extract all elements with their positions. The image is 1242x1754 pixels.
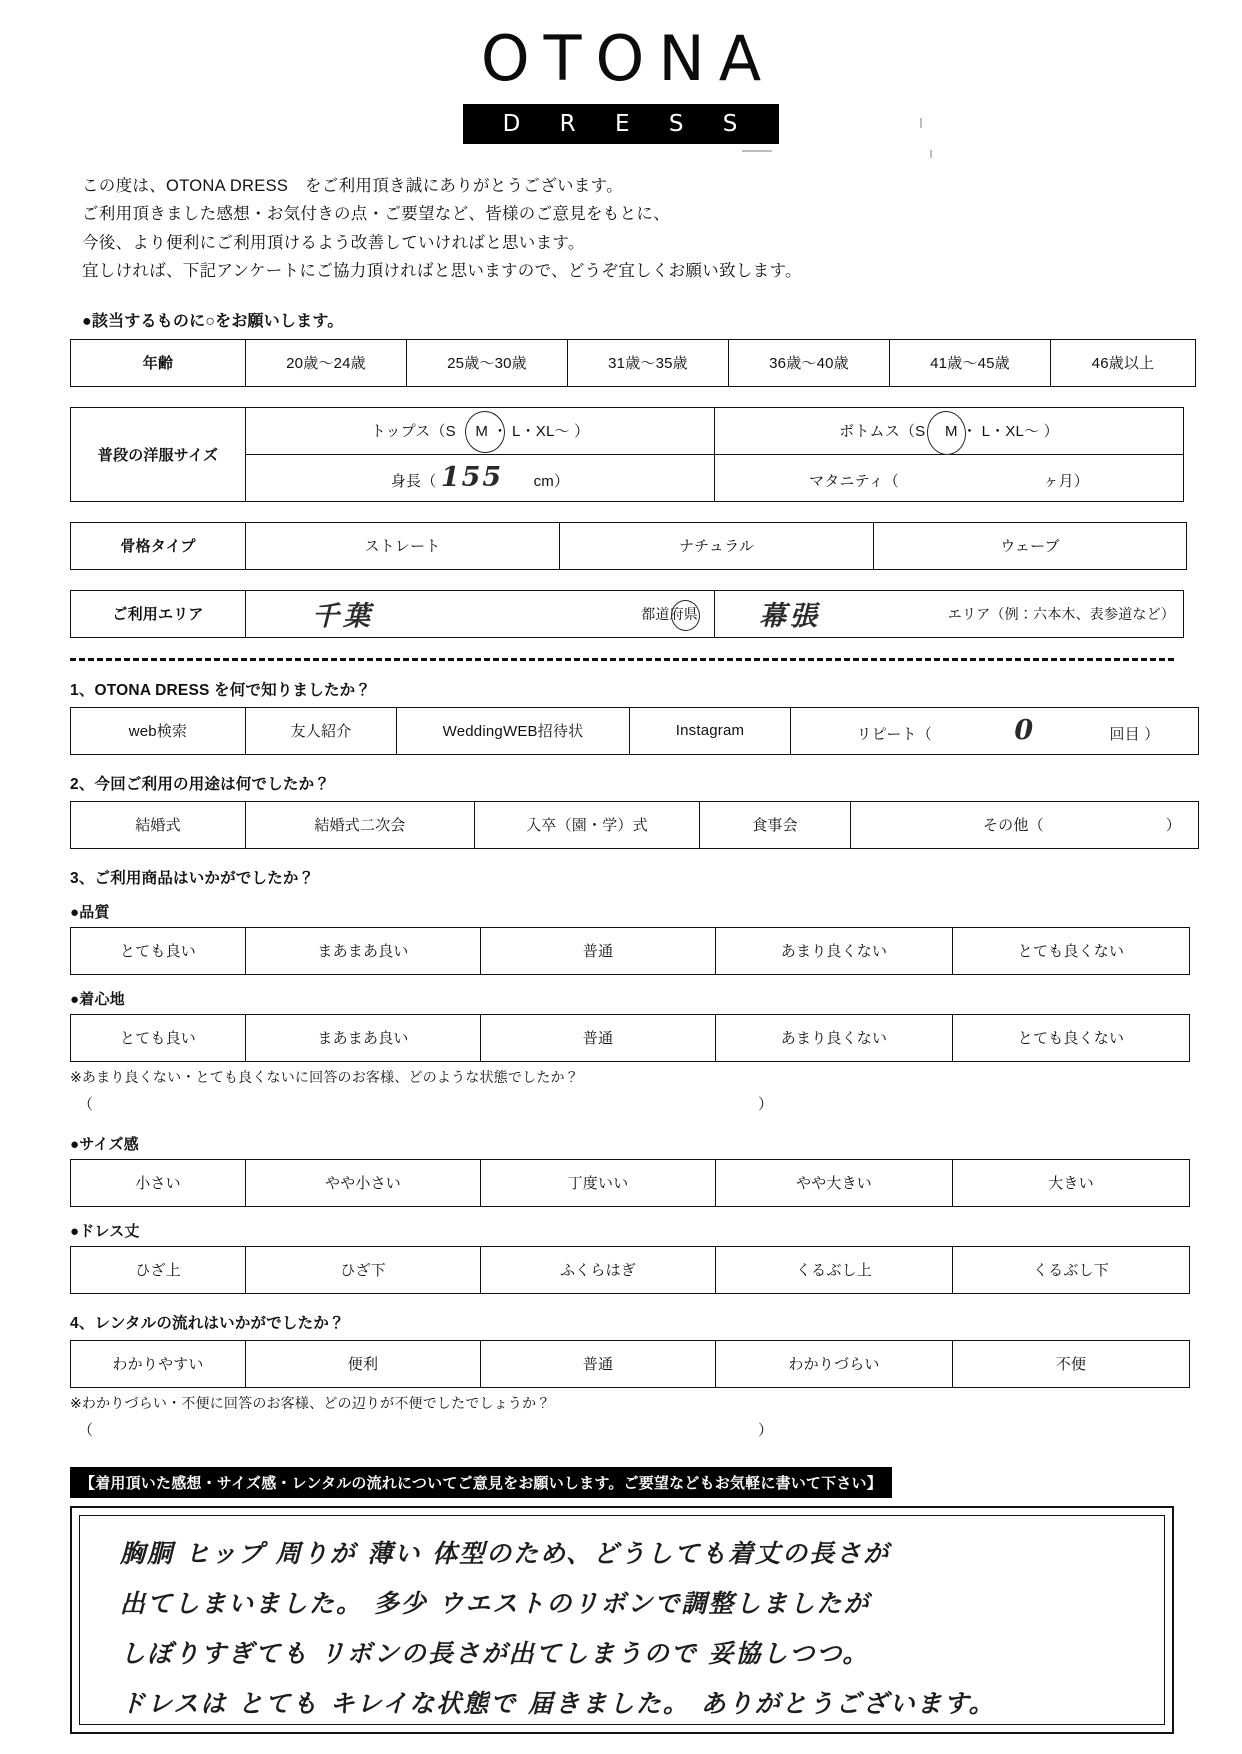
q3-quality-head: ●品質	[70, 903, 110, 921]
q1-repeat-value: 0	[1014, 715, 1036, 746]
comment-banner: 【着用頂いた感想・サイズ感・レンタルの流れについてご意見をお願いします。ご要望などもお気軽に書いて下さい】	[70, 1467, 892, 1498]
age-option-5[interactable]: 46歳以上	[1051, 339, 1196, 386]
q3-length-head: ●ドレス丈	[70, 1222, 140, 1240]
height-label: 身長（	[390, 473, 437, 490]
q4-open-paren: （	[78, 1421, 94, 1439]
maternity-label: マタニティ（	[809, 473, 900, 490]
q2-option-0[interactable]: 結婚式	[71, 801, 246, 848]
scan-speck	[930, 150, 932, 158]
area-hint: エリア（例：六本木、表参道など）	[947, 605, 1175, 622]
q2-option-3[interactable]: 食事会	[700, 801, 851, 848]
prefecture-cell[interactable]	[246, 590, 715, 637]
q2-title: 2、今回ご利用の用途は何でしたか？	[70, 775, 331, 793]
frame-option-2[interactable]: ウェーブ	[874, 522, 1187, 569]
length-option-4[interactable]: くるぶし下	[953, 1246, 1190, 1293]
age-option-0[interactable]: 20歳～24歳	[246, 339, 407, 386]
q1-repeat-cell[interactable]	[791, 707, 1199, 754]
age-table	[70, 339, 1196, 387]
scan-speck	[920, 118, 922, 128]
comfort-option-3[interactable]: あまり良くない	[716, 1014, 953, 1061]
table-row	[71, 707, 1199, 754]
intro-line-2: ご利用頂きました感想・お気付きの点・ご要望など、皆様のご意見をもとに、	[82, 205, 670, 224]
length-option-0[interactable]: ひざ上	[71, 1246, 246, 1293]
fit-option-4[interactable]: 大きい	[953, 1159, 1190, 1206]
bottoms-size-cell[interactable]	[715, 407, 1184, 454]
table-row	[71, 1159, 1190, 1206]
q4-close-paren: ）	[758, 1421, 774, 1439]
q3-comfort-head: ●着心地	[70, 990, 125, 1008]
intro-line-4: 宜しければ、下記アンケートにご協力頂ければと思いますので、どうぞ宜しくお願い致します。	[82, 262, 802, 281]
brand-logo	[0, 0, 1242, 144]
logo-dress-text: D R E S S	[463, 104, 780, 144]
length-option-3[interactable]: くるぶし上	[716, 1246, 953, 1293]
area-label: ご利用エリア	[71, 590, 246, 637]
comfort-option-4[interactable]: とても良くない	[953, 1014, 1190, 1061]
q2-other-close: ）	[1165, 817, 1181, 834]
q4-table	[70, 1340, 1190, 1388]
height-value: 155	[440, 462, 504, 493]
q2-other-cell[interactable]	[851, 801, 1199, 848]
comment-line-4: ドレスは とても キレイな状態で 届きました。 ありがとうございます。	[120, 1688, 996, 1718]
comment-line-1: 胸胴 ヒップ 周りが 薄い 体型のため、どうしても着丈の長さが	[120, 1538, 891, 1568]
comfort-option-2[interactable]: 普通	[481, 1014, 716, 1061]
q4-note: ※わかりづらい・不便に回答のお客様、どの辺りが不便でしたでしょうか？	[70, 1394, 551, 1411]
fit-option-0[interactable]: 小さい	[71, 1159, 246, 1206]
maternity-unit: ヶ月）	[1043, 473, 1089, 490]
frame-type-label: 骨格タイプ	[71, 522, 246, 569]
q3-length-table	[70, 1246, 1190, 1294]
fit-option-3[interactable]: やや大きい	[716, 1159, 953, 1206]
tops-options: S M ・ L・XL～ ）	[445, 423, 590, 440]
section-divider	[70, 658, 1174, 661]
maternity-cell[interactable]	[715, 454, 1184, 501]
intro-line-1: この度は、OTONA DRESS をご利用頂き誠にありがとうございます。	[82, 177, 623, 195]
scan-speck	[742, 150, 772, 152]
age-label: 年齢	[71, 339, 246, 386]
q1-title: 1、OTONA DRESS を何で知りましたか？	[70, 681, 372, 699]
table-row	[71, 1014, 1190, 1061]
fit-option-2[interactable]: 丁度いい	[481, 1159, 716, 1206]
height-unit: cm）	[533, 473, 570, 490]
q1-table	[70, 707, 1199, 755]
q2-option-1[interactable]: 結婚式二次会	[246, 801, 475, 848]
quality-option-1[interactable]: まあまあ良い	[246, 927, 481, 974]
q1-option-3[interactable]: Instagram	[630, 707, 791, 754]
table-row	[71, 522, 1187, 569]
quality-option-4[interactable]: とても良くない	[953, 927, 1190, 974]
comfort-option-0[interactable]: とても良い	[71, 1014, 246, 1061]
q4-title: 4、レンタルの流れはいかがでしたか？	[70, 1314, 345, 1332]
q3-comfort-close-paren: ）	[758, 1095, 774, 1113]
quality-option-2[interactable]: 普通	[481, 927, 716, 974]
clothing-size-table	[70, 407, 1184, 502]
instruction-text: ●該当するものに○をお願いします。	[82, 312, 344, 330]
table-row	[71, 927, 1190, 974]
logo-otona-text: OTONA	[480, 22, 776, 95]
q3-comfort-table	[70, 1014, 1190, 1062]
comment-line-3: しぼりすぎても リボンの長さが出てしまうので 妥協しつつ。	[120, 1638, 870, 1668]
q1-option-0[interactable]: web検索	[71, 707, 246, 754]
q3-title: 3、ご利用商品はいかがでしたか？	[70, 869, 315, 887]
q1-option-1[interactable]: 友人紹介	[246, 707, 397, 754]
area-value: 幕張	[759, 600, 821, 632]
table-row	[71, 339, 1196, 386]
q3-comfort-answer-line[interactable]	[78, 1093, 1242, 1115]
q3-comfort-note: ※あまり良くない・とても良くないに回答のお客様、どのような状態でしたか？	[70, 1068, 579, 1085]
table-row	[71, 1246, 1190, 1293]
table-row	[71, 407, 1184, 454]
q3-comfort-open-paren: （	[78, 1095, 94, 1113]
table-row	[71, 801, 1199, 848]
quality-option-3[interactable]: あまり良くない	[716, 927, 953, 974]
area-table	[70, 590, 1184, 638]
q1-repeat-suffix: 回目 ）	[1109, 726, 1160, 743]
intro-line-3: 今後、より便利にご利用頂けるよう改善していければと思います。	[82, 233, 585, 252]
intro-paragraph	[82, 172, 1242, 286]
q3-fit-table	[70, 1159, 1190, 1207]
tops-size-cell[interactable]	[246, 407, 715, 454]
q3-quality-table	[70, 927, 1190, 975]
q2-other-label: その他（	[982, 817, 1044, 834]
q2-table	[70, 801, 1199, 849]
age-option-1[interactable]: 25歳～30歳	[407, 339, 568, 386]
q2-option-2[interactable]: 入卒（園・学）式	[475, 801, 700, 848]
q4-option-4[interactable]: 不便	[953, 1340, 1190, 1387]
q4-option-1[interactable]: 便利	[246, 1340, 481, 1387]
q1-option-2[interactable]: WeddingWEB招待状	[397, 707, 630, 754]
comment-box[interactable]	[70, 1506, 1174, 1734]
length-option-2[interactable]: ふくらはぎ	[481, 1246, 716, 1293]
fit-option-1[interactable]: やや小さい	[246, 1159, 481, 1206]
prefecture-suffix: 都道府県	[641, 605, 698, 622]
bottoms-label: ボトムス（	[839, 423, 916, 440]
age-option-3[interactable]: 36歳～40歳	[729, 339, 890, 386]
tops-label: トップス（	[370, 423, 446, 440]
q4-option-3[interactable]: わかりづらい	[716, 1340, 953, 1387]
comfort-option-1[interactable]: まあまあ良い	[246, 1014, 481, 1061]
length-option-1[interactable]: ひざ下	[246, 1246, 481, 1293]
height-cell[interactable]	[246, 454, 715, 501]
frame-option-1[interactable]: ナチュラル	[560, 522, 874, 569]
area-value-cell[interactable]	[715, 590, 1184, 637]
bottoms-options: S M ・ L・XL～ ）	[915, 423, 1059, 440]
q3-fit-head: ●サイズ感	[70, 1135, 139, 1153]
table-row	[71, 1340, 1190, 1387]
age-option-2[interactable]: 31歳～35歳	[568, 339, 729, 386]
q4-answer-line[interactable]	[78, 1419, 1242, 1441]
frame-option-0[interactable]: ストレート	[246, 522, 560, 569]
prefecture-value: 千葉	[312, 600, 374, 632]
q4-option-2[interactable]: 普通	[481, 1340, 716, 1387]
q1-repeat-label: リピート（	[856, 726, 932, 743]
comment-line-2: 出てしまいました。 多少 ウエストのリボンで調整しましたが	[120, 1588, 871, 1618]
age-option-4[interactable]: 41歳～45歳	[890, 339, 1051, 386]
frame-type-table	[70, 522, 1187, 570]
q4-option-0[interactable]: わかりやすい	[71, 1340, 246, 1387]
clothing-size-label: 普段の洋服サイズ	[71, 407, 246, 501]
comment-box-inner	[79, 1515, 1165, 1725]
quality-option-0[interactable]: とても良い	[71, 927, 246, 974]
table-row	[71, 590, 1184, 637]
